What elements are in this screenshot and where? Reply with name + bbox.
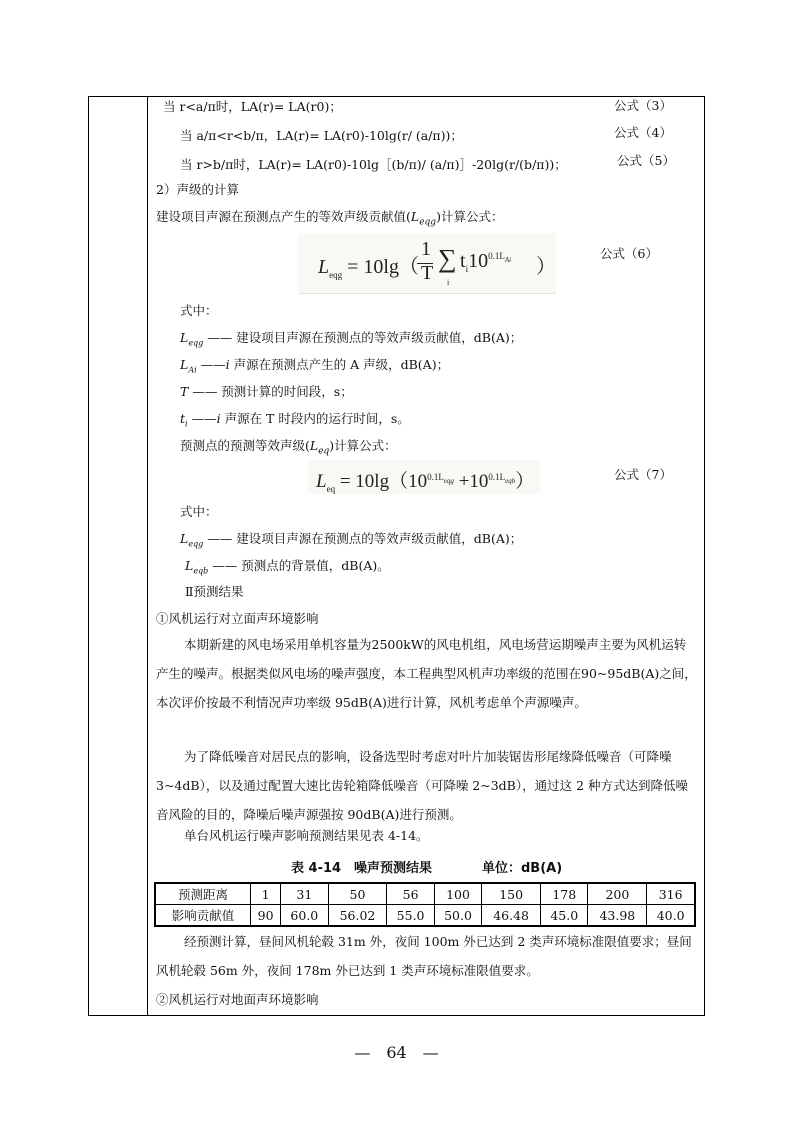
table-cell: 56 bbox=[387, 883, 434, 905]
row-header-contribution: 影响贡献值 bbox=[155, 905, 251, 927]
table-row bbox=[155, 905, 695, 927]
section-facade-impact: ①风机运行对立面声环境影响 bbox=[156, 611, 319, 626]
table-caption: 表 4-14 噪声预测结果 bbox=[291, 861, 433, 876]
where-label-2: 式中： bbox=[180, 504, 218, 519]
formula-label-4: 公式（4） bbox=[614, 125, 672, 140]
definition-t: T —— 预测计算的时间段，s； bbox=[180, 384, 353, 399]
where-label-1: 式中： bbox=[180, 303, 218, 318]
table-cell: 50.0 bbox=[434, 905, 481, 927]
table-cell: 316 bbox=[647, 883, 695, 905]
table-cell: 200 bbox=[588, 883, 647, 905]
formula-line-3: 当 r<a/π时，LA(r)= LA(r0)； bbox=[163, 99, 342, 114]
formula-label-5: 公式（5） bbox=[617, 153, 675, 168]
table-cell: 50 bbox=[328, 883, 387, 905]
paragraph-table-ref: 单台风机运行噪声影响预测结果见表 4-14。 bbox=[184, 828, 429, 843]
formula-line-4: 当 a/π<r<b/π，LA(r)= LA(r0)-10lg(r/ (a/π))； bbox=[180, 128, 463, 143]
table-cell: 40.0 bbox=[647, 905, 695, 927]
column-divider bbox=[147, 97, 148, 1015]
formula-label-6: 公式（6） bbox=[600, 246, 658, 261]
paragraph-wind-farm: 本期新建的风电场采用单机容量为2500kW的风电机组，风电场营运期噪声主要为风机运转产生的噪声。根据类似风电场的噪声强度，本工程典型风机声功率级的范围在90~95dB(A)之间，本次评价按最不利情况声功率级 95dB(A)进行计算，风机考虑单个声源噪声。 bbox=[156, 637, 697, 710]
formula-label-3: 公式（3） bbox=[614, 98, 672, 113]
formula-line-5: 当 r>b/π时，LA(r)= LA(r0)-10lg［(b/π)/ (a/π)］-20lg(r/(b/π))； bbox=[180, 157, 567, 172]
table-cell: 43.98 bbox=[588, 905, 647, 927]
table-cell: 46.48 bbox=[482, 905, 541, 927]
formula-7: $L_{eq} = 10\lg(10^{0.1L_{eqg}} +10^{0.1L_{eqb}})$ bbox=[316, 471, 535, 494]
section-prediction-results: Ⅱ预测结果 bbox=[185, 584, 244, 599]
row-header-distance: 预测距离 bbox=[155, 883, 251, 905]
table-row bbox=[155, 883, 695, 905]
table-cell: 55.0 bbox=[387, 905, 434, 927]
paragraph-noise-reduction: 为了降低噪音对居民点的影响，设备选型时考虑对叶片加装锯齿形尾缘降低噪音（可降噪 3~4dB），以及通过配置大速比齿轮箱降低噪音（可降噪 2~3dB），通过这 2 种方式达到降低噪音风险的目的，降噪后噪声源强按 90dB(A)进行预测。 bbox=[156, 749, 689, 822]
definition-leqb: $L_{eqb}$ —— 预测点的背景值，dB(A)。 bbox=[185, 558, 390, 576]
page-number: — 64 — bbox=[354, 1043, 439, 1062]
table-cell: 45.0 bbox=[541, 905, 588, 927]
section-ground-impact: ②风机运行对地面声环境影响 bbox=[156, 992, 319, 1007]
table-cell: 100 bbox=[434, 883, 481, 905]
definition-leqg-2: $L_{eqg}$ —— 建设项目声源在预测点的等效声级贡献值，dB(A)； bbox=[180, 531, 523, 549]
definition-lai: $L_{Ai}$ ——i 声源在预测点产生的 A 声级，dB(A)； bbox=[180, 357, 450, 375]
formula-intro-7: 预测点的预测等效声级$(L_{eq})$计算公式： bbox=[180, 438, 397, 457]
table-cell: 178 bbox=[541, 883, 588, 905]
table-unit: 单位：dB(A) bbox=[482, 861, 563, 876]
table-cell: 56.02 bbox=[328, 905, 387, 927]
formula-intro-6: 建设项目声源在预测点产生的等效声级贡献值$(L_{eqg})$计算公式： bbox=[156, 209, 504, 228]
formula-label-7: 公式（7） bbox=[614, 467, 672, 482]
table-cell: 90 bbox=[251, 905, 281, 927]
table-cell: 150 bbox=[482, 883, 541, 905]
definition-leqg: $L_{eqg}$ —— 建设项目声源在预测点的等效声级贡献值，dB(A)； bbox=[180, 330, 523, 348]
subheading-sound-level: 2）声级的计算 bbox=[156, 182, 239, 197]
noise-prediction-table bbox=[154, 882, 696, 927]
table-cell: 1 bbox=[251, 883, 281, 905]
paragraph-conclusion: 经预测计算，昼间风机轮毂 31m 外，夜间 100m 外已达到 2 类声环境标准限值要求；昼间风机轮毂 56m 外，夜间 178m 外已达到 1 类声环境标准限值要求。 bbox=[156, 934, 692, 978]
table-cell: 31 bbox=[281, 883, 328, 905]
table-cell: 60.0 bbox=[281, 905, 328, 927]
definition-ti: $t_i$ ——i 声源在 T 时段内的运行时间，s。 bbox=[180, 411, 410, 429]
